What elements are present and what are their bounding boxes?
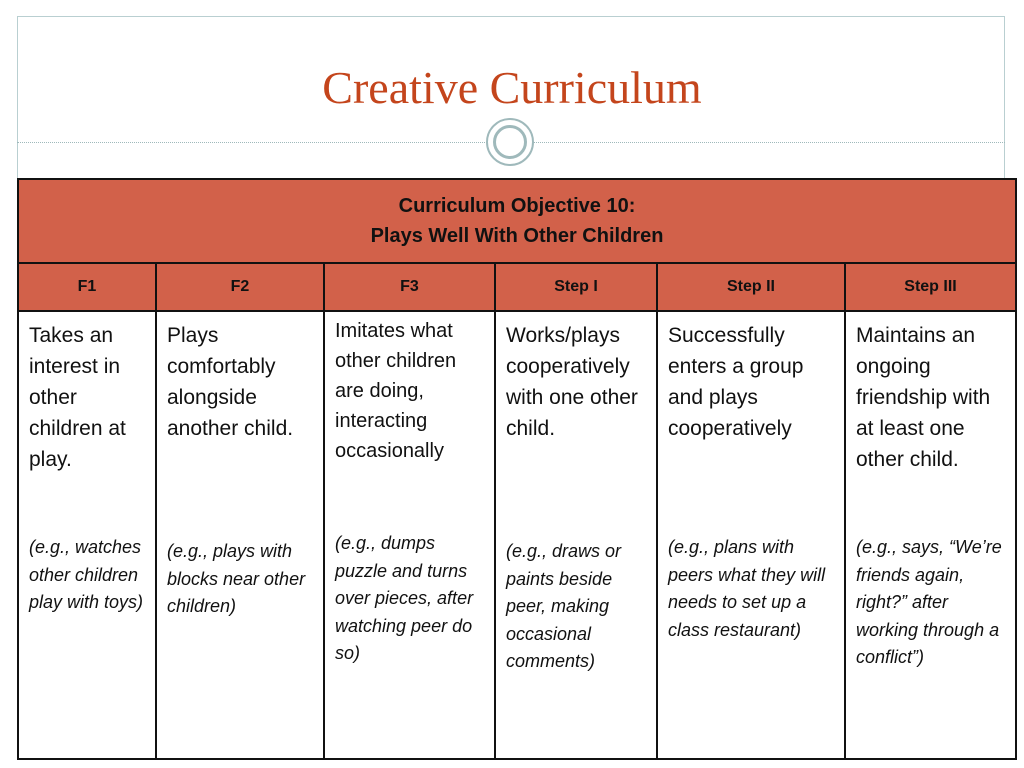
objective-table bbox=[17, 178, 1017, 760]
cell-step-3 bbox=[845, 311, 1016, 759]
level-step-1: Step I bbox=[495, 263, 657, 311]
cell-f2 bbox=[156, 311, 324, 759]
example-f1: (e.g., watches other children play with toys) bbox=[29, 537, 144, 612]
objective-header-cell bbox=[18, 179, 1016, 263]
description-step-2: Successfully enters a group and plays cooperatively bbox=[668, 324, 804, 440]
example-step-2: (e.g., plans with peers what they will needs to set up a class restaurant) bbox=[668, 537, 826, 640]
objective-table-container bbox=[17, 178, 1015, 760]
level-step-3: Step III bbox=[845, 263, 1016, 311]
cell-step-2 bbox=[657, 311, 845, 759]
level-f3: F3 bbox=[324, 263, 495, 311]
description-step-3: Maintains an ongoing friendship with at least one other child. bbox=[856, 324, 991, 471]
objective-number: Curriculum Objective 10: bbox=[398, 195, 636, 217]
description-row bbox=[18, 311, 1016, 759]
level-row bbox=[18, 263, 1016, 311]
level-step-2: Step II bbox=[657, 263, 845, 311]
example-step-3: (e.g., says, “We’re friends again, right?” after working through a conflict”) bbox=[856, 537, 1002, 667]
circle-ornament-inner bbox=[493, 125, 527, 159]
cell-f1 bbox=[18, 311, 156, 759]
description-f1: Takes an interest in other children at play. bbox=[29, 324, 126, 471]
example-step-1: (e.g., draws or paints beside peer, making occasional comments) bbox=[506, 541, 622, 671]
level-f1: F1 bbox=[18, 263, 156, 311]
objective-header-row bbox=[18, 179, 1016, 263]
objective-title: Plays Well With Other Children bbox=[370, 225, 664, 247]
description-step-1: Works/plays cooperatively with one other child. bbox=[506, 324, 638, 440]
description-f2: Plays comfortably alongside another child. bbox=[167, 324, 294, 440]
example-f2: (e.g., plays with blocks near other children) bbox=[167, 541, 306, 616]
cell-f3 bbox=[324, 311, 495, 759]
slide-title: Creative Curriculum bbox=[322, 62, 702, 113]
level-f2: F2 bbox=[156, 263, 324, 311]
cell-step-1 bbox=[495, 311, 657, 759]
example-f3: (e.g., dumps puzzle and turns over pieces, after watching peer do so) bbox=[335, 533, 474, 663]
description-f3: Imitates what other children are doing, interacting occasionally bbox=[335, 320, 457, 462]
circle-ornament-icon bbox=[486, 118, 534, 166]
